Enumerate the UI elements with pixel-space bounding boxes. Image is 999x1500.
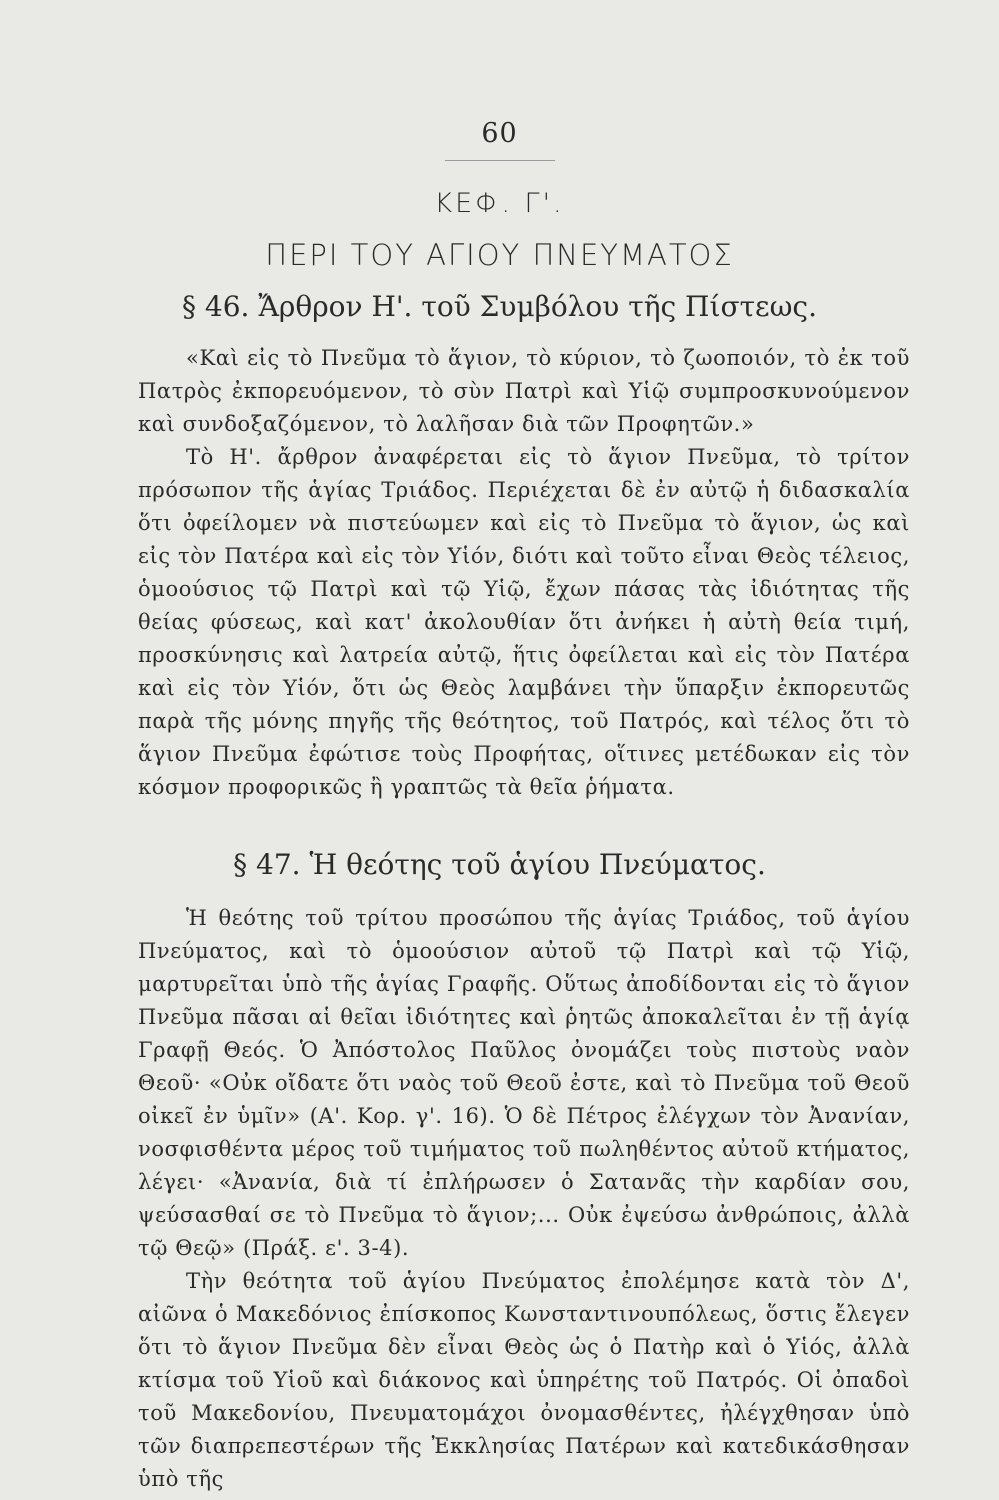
page-number: 60 <box>481 118 518 149</box>
chapter-title: ΠΕΡΙ ΤΟΥ ΑΓΙΟΥ ΠΝΕΥΜΑΤΟΣ <box>265 238 734 272</box>
section-47-heading: § 47. Ἡ θεότης τοῦ ἁγίου Πνεύματος. <box>233 848 766 881</box>
page-number-rule <box>445 160 555 161</box>
section-46-body <box>138 342 910 804</box>
body-paragraph: Τὴν θεότητα τοῦ ἁγίου Πνεύματος ἐπολέμησε κατὰ τὸν Δ', αἰῶνα ὁ Μακεδόνιος ἐπίσκοπος Κωνσταντινουπόλεως, ὅστις ἔλεγεν ὅτι τὸ ἅγιον Πνεῦμα δὲν εἶναι Θεὸς ὡς ὁ Πατὴρ καὶ ὁ Υἱός, ἀλλὰ κτίσμα τοῦ Υἱοῦ καὶ διάκονος καὶ ὑπηρέτης τοῦ Πατρός. Οἱ ὀπαδοὶ τοῦ Μακεδονίου, Πνευματομάχοι ὀνομασθέντες, ἠλέγχθησαν ὑπὸ τῶν διαπρεπεστέρων τῆς Ἐκκλησίας Πατέρων καὶ κατεδικάσθησαν ὑπὸ τῆς <box>138 1269 910 1491</box>
body-paragraph: Ἡ θεότης τοῦ τρίτου προσώπου τῆς ἁγίας Τριάδος, τοῦ ἁγίου Πνεύματος, καὶ τὸ ὁμοούσιον αὐτοῦ τῷ Πατρὶ καὶ τῷ Υἱῷ, μαρτυρεῖται ὑπὸ τῆς ἁγίας Γραφῆς. Οὕτως ἀποδίδονται εἰς τὸ ἅγιον Πνεῦμα πᾶσαι αἱ θεῖαι ἰδιότητες καὶ ῥητῶς ἀποκαλεῖται ἐν τῇ ἁγίᾳ Γραφῇ Θεός. Ὁ Ἀπόστολος Παῦλος ὀνομάζει τοὺς πιστοὺς ναὸν Θεοῦ· «Οὐκ οἴδατε ὅτι ναὸς τοῦ Θεοῦ ἐστε, καὶ τὸ Πνεῦμα τοῦ Θεοῦ οἰκεῖ ἐν ὑμῖν» (Α'. Κορ. γ'. 16). Ὁ δὲ Πέτρος ἐλέγχων τὸν Ἀνανίαν, νοσφισθέντα μέρος τοῦ τιμήματος τοῦ πωληθέντος αὐτοῦ κτήματος, λέγει· «Ἀνανία, διὰ τί ἐπλήρωσεν ὁ Σατανᾶς τὴν καρδίαν σου, ψεύσασθαί σε τὸ Πνεῦμα τὸ ἅγιον;... Οὐκ ἐψεύσω ἀνθρώποις, ἀλλὰ τῷ Θεῷ» (Πράξ. ε'. 3-4). <box>138 906 910 1260</box>
body-paragraph: Τὸ Η'. ἄρθρον ἀναφέρεται εἰς τὸ ἅγιον Πνεῦμα, τὸ τρίτον πρόσωπον τῆς ἁγίας Τριάδος. Περιέχεται δὲ ἐν αὐτῷ ἡ διδασκαλία ὅτι ὀφείλομεν νὰ πιστεύωμεν καὶ εἰς τὸ Πνεῦμα τὸ ἅγιον, ὡς καὶ εἰς τὸν Πατέρα καὶ εἰς τὸν Υἱόν, διότι καὶ τοῦτο εἶναι Θεὸς τέλειος, ὁμοούσιος τῷ Πατρὶ καὶ τῷ Υἱῷ, ἔχων πάσας τὰς ἰδιότητας τῆς θείας φύσεως, καὶ κατ' ἀκολουθίαν ὅτι ἀνήκει ἡ αὐτὴ θεία τιμή, προσκύνησις καὶ λατρεία αὐτῷ, ἥτις ὀφείλεται καὶ εἰς τὸν Πατέρα καὶ εἰς τὸν Υἱόν, ὅτι ὡς Θεὸς λαμβάνει τὴν ὕπαρξιν ἐκπορευτῶς παρὰ τῆς μόνης πηγῆς τῆς θεότητος, τοῦ Πατρός, καὶ τέλος ὅτι τὸ ἅγιον Πνεῦμα ἐφώτισε τοὺς Προφήτας, οἵτινες μετέδωκαν εἰς τὸν κόσμον προφορικῶς ἢ γραπτῶς τὰ θεῖα ῥήματα. <box>138 445 910 799</box>
chapter-label: ΚΕΦ. Γ'. <box>434 188 565 219</box>
creed-quote-paragraph: «Καὶ εἰς τὸ Πνεῦμα τὸ ἅγιον, τὸ κύριον, τὸ ζωοποιόν, τὸ ἐκ τοῦ Πατρὸς ἐκπορευόμενον, τὸ σὺν Πατρὶ καὶ Υἱῷ συμπροσκυνούμενον καὶ συνδοξαζόμενον, τὸ λαλῆσαν διὰ τῶν Προφητῶν.» <box>138 346 910 436</box>
section-46-heading: § 46. Ἄρθρον Η'. τοῦ Συμβόλου τῆς Πίστεως. <box>182 290 817 323</box>
section-47-body <box>138 902 910 1496</box>
